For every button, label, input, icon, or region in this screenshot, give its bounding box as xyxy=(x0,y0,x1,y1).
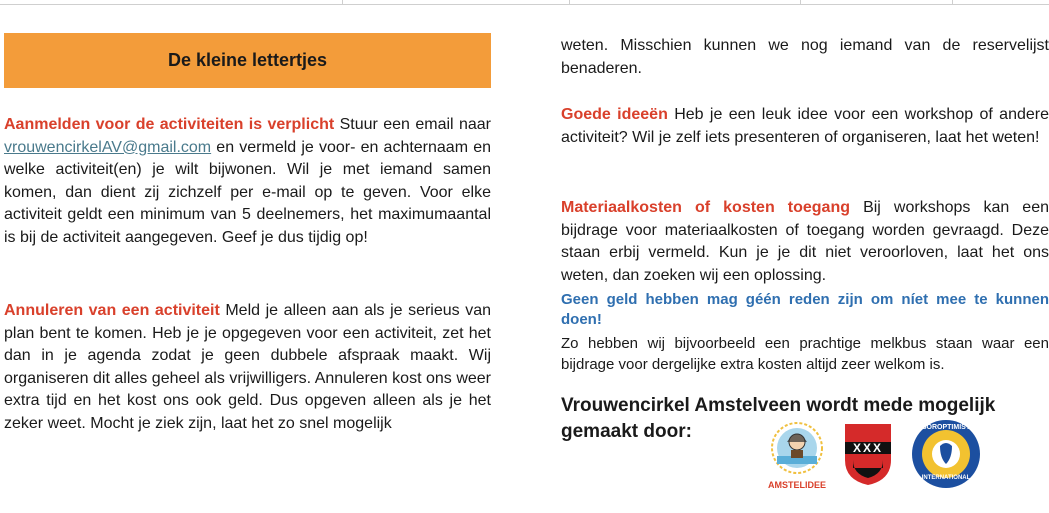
continuation-text: weten. Misschien kunnen we nog iemand van de reservelijst benaderen. xyxy=(561,37,1049,77)
costs-heading: Materiaalkosten of kosten toegang xyxy=(561,199,851,216)
amsterdam-shield-logo xyxy=(843,422,893,487)
amsterdam-crosses: XXX xyxy=(852,441,883,455)
section-header-box xyxy=(4,33,491,88)
top-border-tick xyxy=(569,0,570,5)
signup-text-2: en vermeld je voor- en achternaam en welke activiteit(en) je wilt bijwonen. Wil je met iemand samen komen, dan dient zij zichzelf per e-mail op te geven. Voor elke activiteit geldt een minimum van 5 deelnemers, het maximumaantal is bij de activiteit aangegeven. Geef je dus tijdig op! xyxy=(4,138,491,246)
top-border-line xyxy=(0,0,1049,5)
ideas-heading: Goede ideeën xyxy=(561,106,668,123)
email-link[interactable]: vrouwencirkelAV@gmail.com xyxy=(4,138,212,156)
amstelidee-logo xyxy=(767,420,827,492)
continuation-paragraph xyxy=(561,35,1049,80)
top-border-tick xyxy=(952,0,953,5)
amstelidee-label: AMSTELIDEE xyxy=(767,480,826,490)
top-border-tick xyxy=(800,0,801,5)
cancel-heading: Annuleren van een activiteit xyxy=(4,302,220,319)
soroptimist-logo xyxy=(910,418,982,490)
ideas-text: Heb je een leuk idee voor een workshop of andere activiteit? Wil je zelf iets presenteren of organiseren, laat het weten! xyxy=(561,106,1049,146)
signup-heading: Aanmelden voor de activiteiten is verplicht xyxy=(4,116,335,133)
cancel-text: Meld je alleen aan als je serieus van plan bent te komen. Heb je je opgegeven voor een activiteit, zet het dan in je agenda zodat je geen dubbele afspraak maakt. Wij organiseren dit alles geheel als vrijwilligers. Annuleren kost ons weer extra tijd en het kost ons ook geld. Dus opgeven alleen als je het zeker weet. Mocht je ziek zijn, laat het zo snel mogelijk xyxy=(4,302,491,432)
cancel-paragraph xyxy=(4,300,491,436)
example-paragraph: Zo hebben wij bijvoorbeeld een prachtige melkbus staan waar een bijdrage voor dergelijke extra kosten altijd zeer welkom is. xyxy=(561,335,1049,373)
signup-paragraph xyxy=(4,114,491,250)
soroptimist-bottom-label: INTERNATIONAL xyxy=(921,475,971,481)
sponsors-title: Vrouwencirkel Amstelveen wordt mede mogelijk gemaakt door: xyxy=(561,395,996,442)
soroptimist-top-label: SOROPTIMIST xyxy=(921,424,971,431)
costs-text: Bij workshops kan een bijdrage voor materiaalkosten of toegang worden gevraagd. Deze staan erbij vermeld. Kun je je dit niet veroorloven, laat het ons weten, dan zoeken wij een oplossing. xyxy=(561,199,1049,284)
no-money-notice: Geen geld hebben mag géén reden zijn om níet mee te kunnen doen! xyxy=(561,291,1049,328)
section-title: De kleine lettertjes xyxy=(167,50,328,70)
top-border-tick xyxy=(342,0,343,5)
ideas-paragraph xyxy=(561,104,1049,149)
costs-paragraph xyxy=(561,197,1049,287)
signup-text-1: Stuur een email naar xyxy=(334,116,491,133)
